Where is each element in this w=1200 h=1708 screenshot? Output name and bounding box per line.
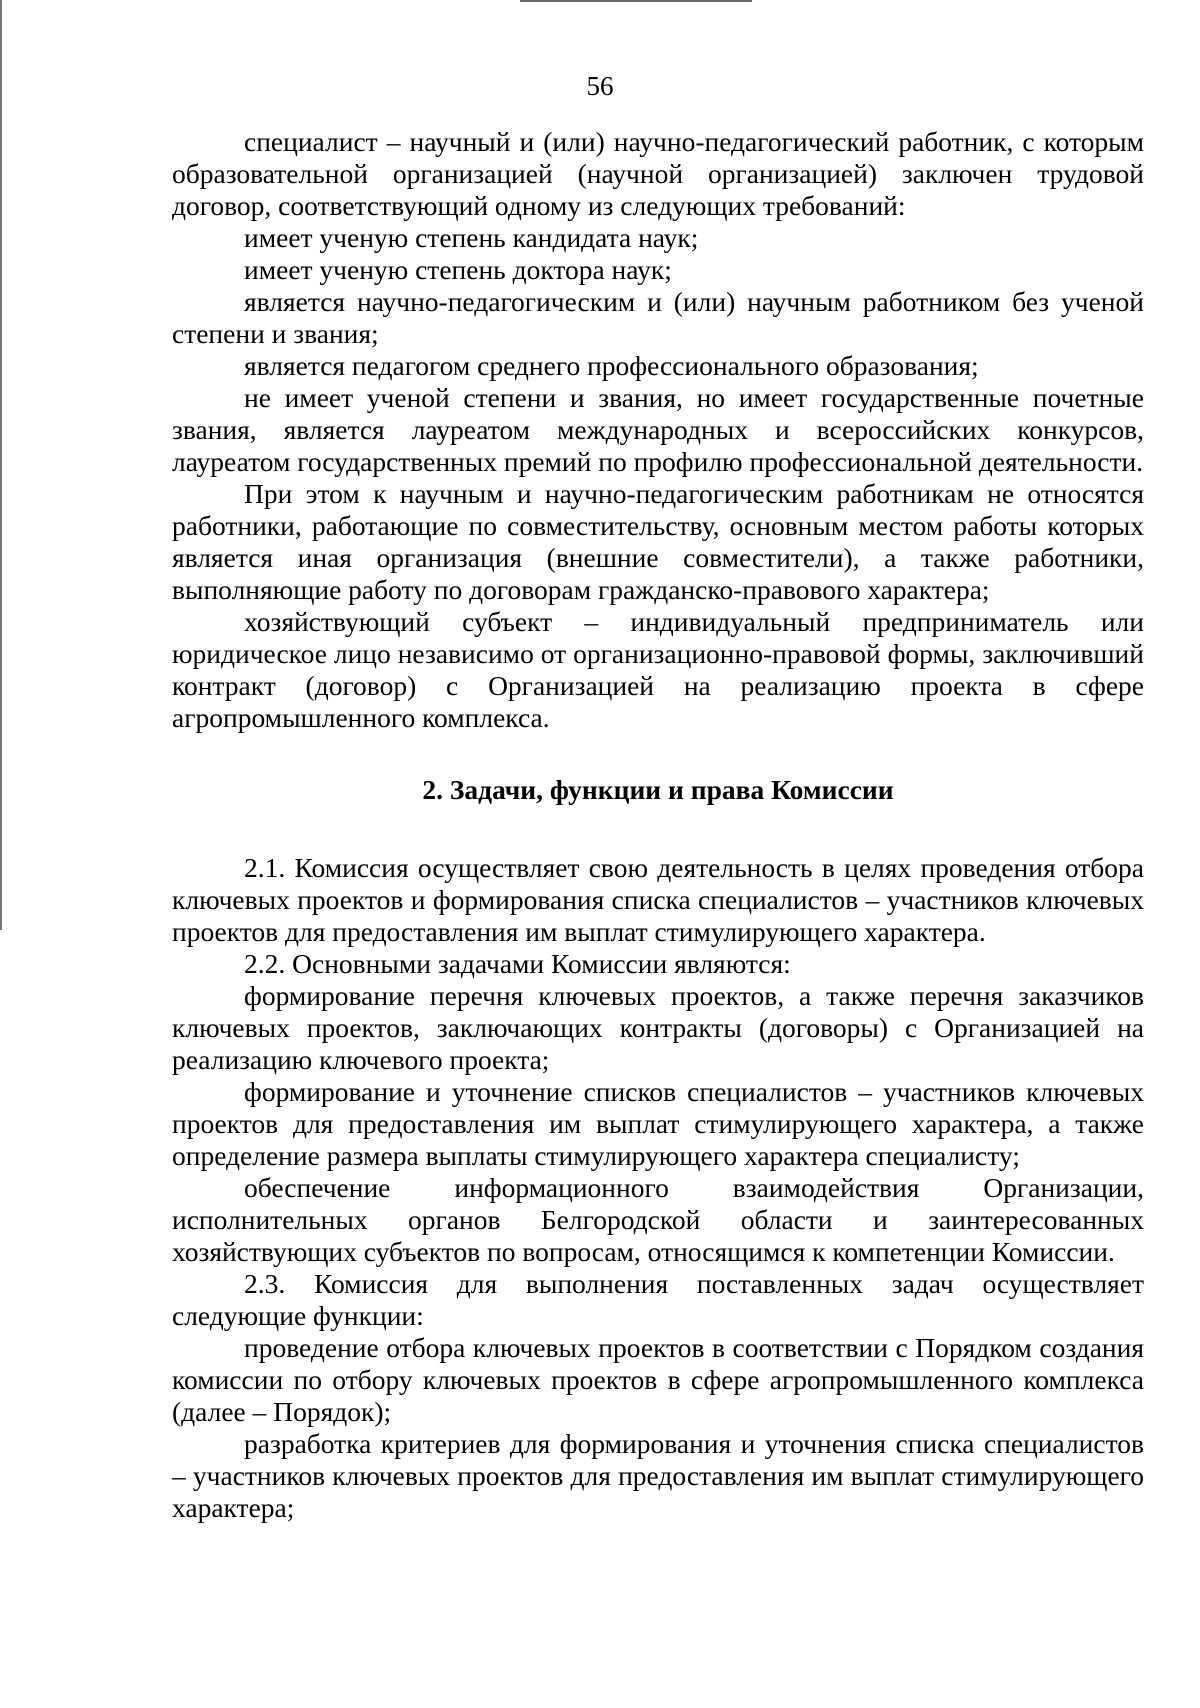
paragraph: имеет ученую степень доктора наук; — [244, 254, 672, 285]
paragraph: хозяйствующий субъект – индивидуальный предприниматель или юридическое лицо независимо от организационно-правовой формы, заключивший контракт (договор) с Организацией на реализацию проекта в сфере агропромышленного комплекса. — [172, 606, 1144, 733]
paragraph: 2.2. Основными задачами Комиссии являются: — [244, 948, 791, 979]
paragraph: формирование и уточнение списков специалистов – участников ключевых проектов для предоставления им выплат стимулирующего характера, а также определение размера выплаты стимулирующего характера специалисту; — [172, 1076, 1144, 1171]
paragraph: обеспечение информационного взаимодействия Организации, исполнительных органов Белгородской области и заинтересованных хозяйствующих субъектов по вопросам, относящимся к компетенции Комиссии. — [172, 1172, 1144, 1267]
paragraph: является научно-педагогическим и (или) научным работником без ученой степени и звания; — [172, 286, 1144, 349]
paragraph: специалист – научный и (или) научно-педагогический работник, с которым образовательной организацией (научной организацией) заключен трудовой договор, соответствующий одному из следующих требований: — [172, 126, 1144, 221]
paragraph: 2.1. Комиссия осуществляет свою деятельность в целях проведения отбора ключевых проектов и формирования списка специалистов – участников ключевых проектов для предоставления им выплат стимулирующего характера. — [172, 852, 1144, 947]
page-number: 56 — [586, 71, 614, 101]
paragraph: является педагогом среднего профессионального образования; — [244, 350, 979, 381]
paragraph: формирование перечня ключевых проектов, а также перечня заказчиков ключевых проектов, заключающих контракты (договоры) с Организацией на реализацию ключевого проекта; — [172, 980, 1144, 1075]
paragraph: имеет ученую степень кандидата наук; — [244, 222, 699, 253]
paragraph: проведение отбора ключевых проектов в соответствии с Порядком создания комиссии по отбору ключевых проектов в сфере агропромышленного комплекса (далее – Порядок); — [172, 1332, 1144, 1427]
top-rule — [520, 0, 752, 2]
section-heading: 2. Задачи, функции и права Комиссии — [422, 774, 894, 805]
paragraph: разработка критериев для формирования и уточнения списка специалистов – участников ключевых проектов для предоставления им выплат стимулирующего характера; — [172, 1428, 1144, 1523]
document-body — [172, 126, 1144, 1524]
paragraph: При этом к научным и научно-педагогическим работникам не относятся работники, работающие по совместительству, основным местом работы которых является иная организация (внешние совместители), а также работники, выполняющие работу по договорам гражданско-правового характера; — [172, 478, 1144, 605]
paragraph: 2.3. Комиссия для выполнения поставленных задач осуществляет следующие функции: — [172, 1268, 1144, 1331]
scan-edge — [0, 0, 2, 930]
paragraph: не имеет ученой степени и звания, но имеет государственные почетные звания, является лауреатом международных и всероссийских конкурсов, лауреатом государственных премий по профилю профессиональной деятельности. — [172, 382, 1144, 477]
